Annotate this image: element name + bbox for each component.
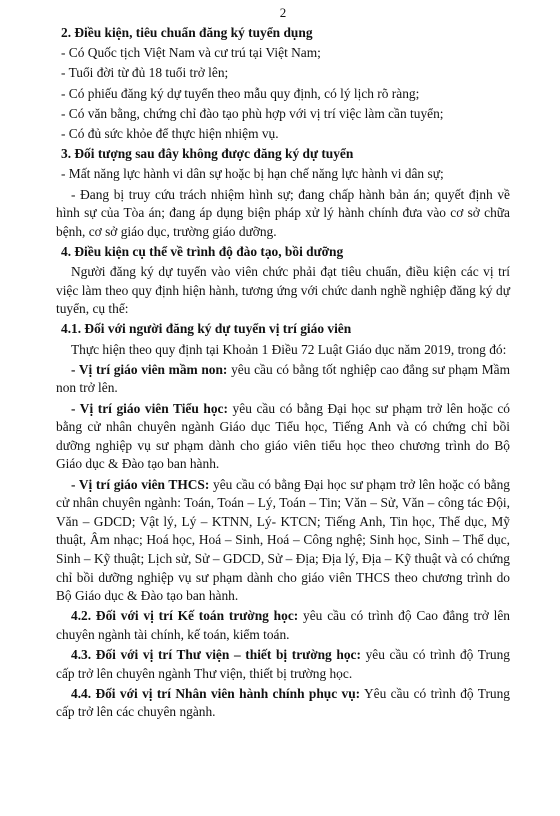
section-4-2-label: 4.2. Đối với vị trí Kế toán trường học: xyxy=(71,608,299,624)
teacher-preschool-paragraph xyxy=(56,361,510,398)
teacher-secondary-paragraph xyxy=(56,476,510,606)
page-number: 2 xyxy=(279,5,287,20)
document-body xyxy=(56,24,510,722)
section-4-4-label: 4.4. Đối với vị trí Nhân viên hành chính phục vụ: xyxy=(71,685,361,701)
teacher-preschool-label: - Vị trí giáo viên mầm non: xyxy=(71,361,228,377)
section-4-4-paragraph xyxy=(56,685,510,722)
section-2-item: - Có phiếu đăng ký dự tuyển theo mẫu quy định, có lý lịch rõ ràng; xyxy=(61,85,420,101)
section-4-3-label: 4.3. Đối với vị trí Thư viện – thiết bị trường học: xyxy=(71,647,361,663)
section-3-heading: 3. Đối tượng sau đây không được đăng ký dự tuyển xyxy=(61,146,354,162)
section-2-item: - Có Quốc tịch Việt Nam và cư trú tại Việt Nam; xyxy=(61,45,321,61)
section-4-1-intro: Thực hiện theo quy định tại Khoản 1 Điều 72 Luật Giáo dục năm 2019, trong đó: xyxy=(71,341,507,357)
teacher-primary-text: yêu cầu có bằng Đại học sư phạm trở lên hoặc có bằng cử nhân chuyên ngành Giáo dục Tiểu học, Tiếng Anh và có chứng chỉ bồi dưỡng nghiệp vụ sư phạm dành cho giáo viên tiểu học theo chương trình do Bộ Giáo dục & Đào tạo ban hành. xyxy=(56,400,510,472)
teacher-primary-label: - Vị trí giáo viên Tiểu học: xyxy=(71,400,228,416)
section-2-item: - Có văn bằng, chứng chỉ đào tạo phù hợp với vị trí việc làm cần tuyển; xyxy=(61,105,444,121)
section-4-2-text: yêu cầu có trình độ Cao đẳng trở lên chuyên ngành tài chính, kế toán, kiểm toán. xyxy=(56,608,510,642)
section-4-4-text: Yêu cầu có trình độ Trung cấp trở lên các chuyên ngành. xyxy=(56,685,511,720)
teacher-secondary-label: - Vị trí giáo viên THCS: xyxy=(71,476,210,492)
section-2-heading: 2. Điều kiện, tiêu chuẩn đăng ký tuyển dụng xyxy=(61,25,313,40)
section-2-item: - Tuổi đời từ đủ 18 tuổi trở lên; xyxy=(61,65,229,81)
section-4-2-paragraph xyxy=(56,607,510,644)
section-4-3-text: yêu cầu có trình độ Trung cấp trở lên chuyên ngành Thư viện, thiết bị trường học. xyxy=(56,647,510,681)
section-4-intro: Người đăng ký dự tuyển vào viên chức phải đạt tiêu chuẩn, điều kiện các vị trí việc làm theo quy định hiện hành, tương ứng với chức danh nghề nghiệp đăng ký dự tuyển, cụ thể: xyxy=(56,264,510,317)
section-3-item: - Đang bị truy cứu trách nhiệm hình sự; đang chấp hành bản án; quyết định về hình sự của Tòa án; đang áp dụng biện pháp xử lý hành chính đưa vào cơ sở chữa bệnh, cơ sở giáo dục, trường giáo dưỡng. xyxy=(56,186,510,239)
section-4-3-paragraph xyxy=(56,646,510,683)
teacher-preschool-text: yêu cầu có bằng tốt nghiệp cao đẳng sư phạm Mầm non trở lên. xyxy=(56,361,510,396)
teacher-primary-paragraph xyxy=(56,400,510,474)
section-2-item: - Có đủ sức khỏe để thực hiện nhiệm vụ. xyxy=(61,125,279,141)
section-4-1-heading: 4.1. Đối với người đăng ký dự tuyển vị trí giáo viên xyxy=(61,321,352,337)
section-4-heading: 4. Điều kiện cụ thể về trình độ đào tạo, bồi dưỡng xyxy=(61,243,344,259)
teacher-secondary-text: yêu cầu có bằng Đại học sư phạm trở lên hoặc có bằng cử nhân chuyên ngành: Toán, Toán – Lý, Toán – Tin; Văn – Sử, Văn – công tác Đội, Văn – GDCD; Vật lý, Lý – KTNN, Lý- KTCN; Tiếng Anh, Tin học, Thể dục, Mỹ thuật, Âm nhạc; Hoá học, Hoá – Sinh, Hoá – Công nghệ; Sinh học, Sinh – Thể dục, Sinh – Kỹ thuật; Lịch sử, Sử – GDCD, Sử – Địa; Địa lý, Địa – Kỹ thuật và có chứng chỉ bồi dưỡng nghiệp vụ sư phạm dành cho giáo viên THCS theo chương trình do Bộ Giáo dục & Đào tạo ban hành. xyxy=(56,476,510,604)
section-3-item: - Mất năng lực hành vi dân sự hoặc bị hạn chế năng lực hành vi dân sự; xyxy=(61,166,444,182)
